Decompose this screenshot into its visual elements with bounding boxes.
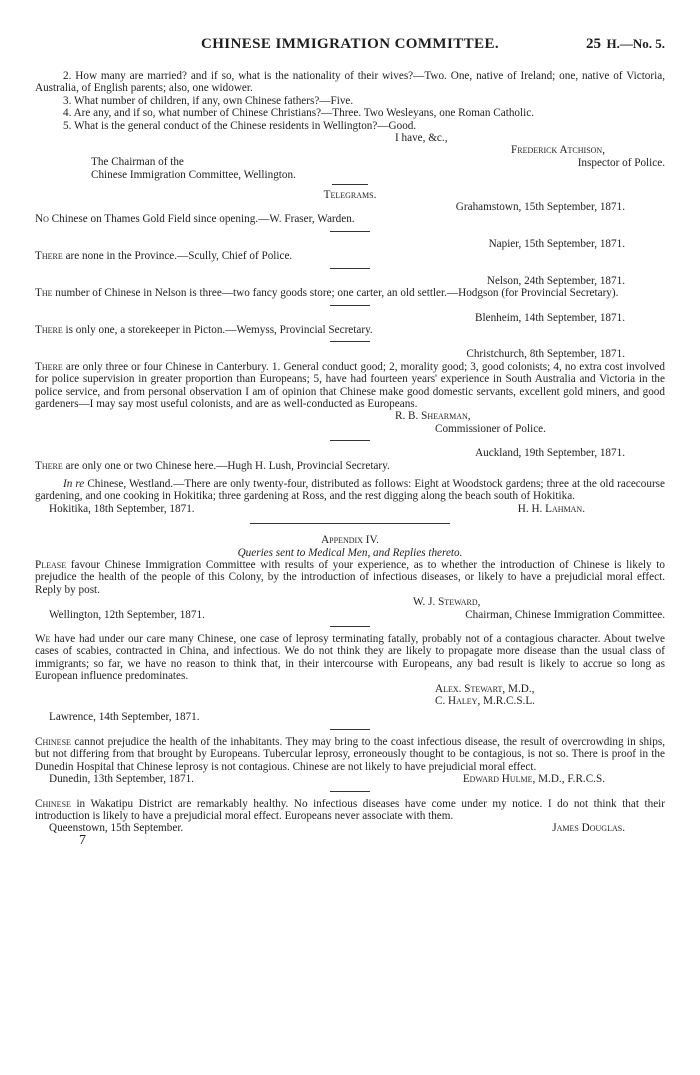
police-reply-q4: 4. Are any, and if so, what number of Chinese Christians?—Three. Two Wesleyans, one Roman Catholic. bbox=[63, 107, 534, 120]
telegram-place-date: Christchurch, 8th September, 1871. bbox=[466, 348, 625, 361]
police-reply-q2: 2. How many are married? and if so, what is the nationality of their wives?—Two. One, native of Ireland; one, native of Victoria, Australia, of English parents; also, one widower. bbox=[35, 70, 665, 95]
police-reply-q5: 5. What is the general conduct of the Chinese residents in Wellington?—Good. bbox=[63, 119, 417, 132]
telegram-text: There are only three or four Chinese in Canterbury. 1. General conduct good; 2, morality good; 3, good colonists; 4, no extra cost involved for police supervision in greater proportion than Europeans; 5, have had fourteen years' experience in South Australia and Victoria in the police service, and from personal observation I am of opinion that Chinese make good domestic servants, excellent gold miners, and good gardeners—I may say most useful colonists, and are as well-conducted as Europeans. bbox=[35, 360, 665, 410]
divider bbox=[330, 231, 370, 232]
divider bbox=[330, 626, 370, 627]
divider bbox=[332, 184, 368, 185]
addressee-line-1: The Chairman of the bbox=[91, 156, 184, 169]
appendix-subheading: Queries sent to Medical Men, and Replies thereto. bbox=[237, 546, 463, 559]
reply-signature-row bbox=[35, 773, 665, 785]
police-signature bbox=[511, 144, 665, 169]
divider bbox=[330, 440, 370, 441]
reply-text: Chinese in Wakatipu District are remarkably healthy. No infectious diseases have come under my notice. I do not think that their introduction is likely to have a prejudicial moral effect. Europeans never associate with them. bbox=[35, 797, 665, 822]
divider bbox=[330, 729, 370, 730]
telegram-place-date: Blenheim, 14th September, 1871. bbox=[475, 311, 625, 324]
signature-mark: 7 bbox=[79, 832, 86, 848]
telegram-place-date: Nelson, 24th September, 1871. bbox=[486, 274, 625, 287]
westland-signature-row bbox=[35, 503, 665, 515]
westland-signature: H. H. Lahman. bbox=[517, 502, 585, 515]
telegram-text: There is only one, a storekeeper in Picton.—Wemyss, Provincial Secretary. bbox=[35, 323, 373, 336]
telegram-place-date: Auckland, 19th September, 1871. bbox=[475, 447, 625, 460]
query-signer-name: W. J. Steward, bbox=[413, 596, 481, 609]
page-number: 25 bbox=[586, 36, 601, 52]
addressee-line-2: Chinese Immigration Committee, Wellington. bbox=[91, 169, 296, 182]
query-text: Please favour Chinese Immigration Committee with results of your experience, as to whether the introduction of Chinese is likely to prejudice the health of the people of this Colony, by the introduction of infectious diseases, or likely to have a prejudicial moral effect. Reply by post. bbox=[35, 559, 665, 596]
signer-name: Frederick Atchison, bbox=[511, 144, 605, 157]
telegram-place-date: Grahamstown, 15th September, 1871. bbox=[455, 201, 625, 214]
divider bbox=[330, 341, 370, 342]
section-divider bbox=[250, 523, 450, 524]
reply-signer: C. Haley, M.R.C.S.L. bbox=[435, 695, 535, 708]
telegrams-heading: Telegrams. bbox=[323, 188, 377, 201]
page bbox=[35, 0, 665, 848]
christchurch-signer-title: Commissioner of Police. bbox=[435, 422, 546, 435]
query-place: Wellington, 12th September, 1871. bbox=[49, 608, 205, 621]
paper-number: H.—No. 5. bbox=[606, 36, 665, 51]
telegram-text: There are only one or two Chinese here.—Hugh H. Lush, Provincial Secretary. bbox=[35, 459, 390, 472]
telegram-place-date: Napier, 15th September, 1871. bbox=[488, 237, 625, 250]
reply-text: We have had under our care many Chinese, one case of leprosy terminating fatally, probably not of a contagious character. About twelve cases of scabies, contracted in China, and infectious. We do not think they are likely to propagate more disease than the usual class of immigrants; so far, we have no reason to think that, in their intercourse with Europeans, any bad result is likely to accrue so long as European influence predominates. bbox=[35, 633, 665, 683]
telegram-text: No Chinese on Thames Gold Field since opening.—W. Fraser, Warden. bbox=[35, 213, 355, 226]
query-signer-title: Chairman, Chinese Immigration Committee. bbox=[465, 608, 665, 621]
telegram-text: The number of Chinese in Nelson is three—two fancy goods store; one carter, an old settler.—Hodgson (for Provincial Secretary). bbox=[35, 287, 619, 300]
reply-place: Dunedin, 13th September, 1871. bbox=[49, 773, 194, 786]
reply-signer: Edward Hulme, M.D., F.R.C.S. bbox=[462, 773, 605, 786]
page-title: CHINESE IMMIGRATION COMMITTEE. bbox=[201, 36, 499, 52]
westland-place: Hokitika, 18th September, 1871. bbox=[49, 502, 195, 515]
police-reply-q3: 3. What number of children, if any, own Chinese fathers?—Five. bbox=[63, 94, 354, 107]
appendix-heading: Appendix IV. bbox=[321, 534, 379, 547]
signer-title: Inspector of Police. bbox=[577, 156, 665, 169]
police-signature-row bbox=[35, 144, 665, 169]
christchurch-signer-name: R. B. Shearman, bbox=[395, 410, 471, 423]
telegram-text: There are none in the Province.—Scully, Chief of Police. bbox=[35, 250, 293, 263]
reply-place: Lawrence, 14th September, 1871. bbox=[49, 711, 200, 724]
reply-place: Queenstown, 15th September. bbox=[49, 822, 184, 835]
westland-text: In re Chinese, Westland.—There are only twenty-four, distributed as follows: Eight at Woodstock gardens; three at the old racecourse gardening, and one cooking in Hokitika; three gardening at Ross, and the rest digging along the beach south of Hokitika. bbox=[35, 477, 665, 503]
document-body bbox=[35, 70, 665, 847]
divider bbox=[330, 305, 370, 306]
query-signature-row bbox=[35, 609, 665, 621]
reply-signer: James Douglas. bbox=[552, 822, 625, 835]
divider bbox=[330, 268, 370, 269]
reply-signer: Alex. Stewart, M.D., bbox=[435, 682, 535, 695]
closing: I have, &c., bbox=[395, 132, 448, 145]
reply-signature-row bbox=[35, 822, 665, 834]
divider bbox=[330, 791, 370, 792]
page-header bbox=[35, 0, 665, 52]
reply-text: Chinese cannot prejudice the health of the inhabitants. They may bring to the coast infectious disease, the result of overcrowding in ships, but not differing from that brought by Europeans. Tubercular leprosy, erroneously thought to be contagious, is not so. There is proof in the Dunedin Hospital that Chinese leprosy is not contagious. Chinese are not likely to have prejudicial moral effect. bbox=[35, 735, 665, 773]
